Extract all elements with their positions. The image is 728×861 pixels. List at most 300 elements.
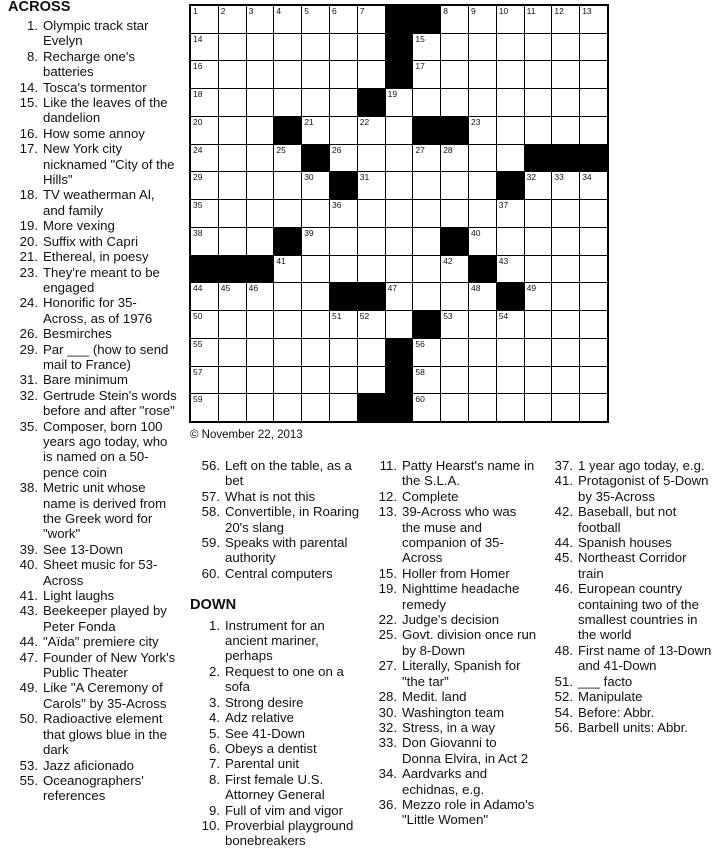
grid-cell[interactable]	[219, 117, 246, 144]
grid-cell[interactable]	[191, 117, 218, 144]
grid-cell[interactable]	[580, 367, 607, 394]
grid-cell[interactable]	[552, 283, 579, 310]
grid-cell[interactable]	[274, 311, 301, 338]
grid-cell[interactable]	[525, 172, 552, 199]
grid-cell[interactable]	[330, 394, 357, 421]
grid-cell[interactable]	[441, 34, 468, 61]
grid-cell[interactable]	[552, 367, 579, 394]
grid-cell[interactable]	[580, 200, 607, 227]
grid-cell[interactable]	[247, 283, 274, 310]
grid-cell[interactable]	[330, 34, 357, 61]
clue-item	[0, 711, 186, 757]
grid-cell[interactable]	[469, 228, 496, 255]
grid-cell[interactable]	[274, 256, 301, 283]
clue-number: 18.	[19, 187, 38, 203]
cell-number: 12	[554, 6, 564, 16]
grid-cell[interactable]	[413, 34, 440, 61]
clue-number: 34.	[378, 766, 397, 782]
grid-cell[interactable]	[552, 89, 579, 116]
grid-cell[interactable]	[525, 34, 552, 61]
grid-cell[interactable]	[330, 89, 357, 116]
grid-cell[interactable]	[497, 145, 524, 172]
grid-cell[interactable]	[552, 311, 579, 338]
grid-cell[interactable]	[469, 367, 496, 394]
grid-cell[interactable]	[302, 256, 329, 283]
cell-number: 41	[276, 255, 286, 266]
grid-cell[interactable]	[302, 34, 329, 61]
clues-column-2	[182, 458, 362, 849]
grid-cell[interactable]	[413, 394, 440, 421]
clue-number: 59.	[201, 535, 220, 551]
grid-cell[interactable]	[274, 145, 301, 172]
grid-cell[interactable]	[525, 61, 552, 88]
grid-cell[interactable]	[247, 200, 274, 227]
grid-cell[interactable]	[358, 311, 385, 338]
clue-number: 52.	[554, 689, 573, 705]
grid-cell[interactable]	[497, 394, 524, 421]
grid-cell[interactable]	[191, 283, 218, 310]
clue-text: Gertrude Stein's words before and after "rose"	[43, 387, 177, 419]
clue-number: 53.	[19, 757, 38, 773]
grid-cell[interactable]	[497, 256, 524, 283]
grid-cell[interactable]	[497, 6, 524, 33]
grid-cell[interactable]	[580, 61, 607, 88]
clue-item	[535, 720, 728, 735]
cell-number: 6	[331, 6, 337, 16]
grid-cell[interactable]	[525, 228, 552, 255]
clue-item	[0, 326, 186, 341]
grid-cell[interactable]	[580, 6, 607, 33]
grid-cell[interactable]	[358, 256, 385, 283]
grid-cell[interactable]	[219, 34, 246, 61]
grid-cell[interactable]	[247, 228, 274, 255]
grid-cell[interactable]	[247, 34, 274, 61]
clue-text: Speaks with parental authority	[225, 535, 348, 566]
clue-text: Composer, born 100 years ago today, who is named on a 50- pence coin	[43, 418, 168, 480]
down-clue-list-3	[535, 458, 728, 735]
grid-cell[interactable]	[302, 228, 329, 255]
grid-cell[interactable]	[469, 200, 496, 227]
grid-cell[interactable]	[330, 200, 357, 227]
grid-cell[interactable]	[274, 394, 301, 421]
clue-number: 25.	[378, 627, 397, 643]
grid-cell-black	[358, 89, 385, 116]
grid-cell[interactable]	[386, 89, 413, 116]
grid-cell[interactable]	[274, 172, 301, 199]
clue-text: Sheet music for 53- Across	[43, 557, 158, 588]
cell-number: 21	[304, 116, 314, 127]
grid-cell[interactable]	[469, 172, 496, 199]
grid-cell[interactable]	[469, 34, 496, 61]
grid-cell[interactable]	[302, 283, 329, 310]
grid-cell[interactable]	[413, 256, 440, 283]
clue-item	[0, 342, 186, 373]
grid-cell[interactable]	[247, 117, 274, 144]
grid-cell[interactable]	[580, 117, 607, 144]
grid-cell[interactable]	[525, 311, 552, 338]
clue-number: 24.	[19, 295, 38, 311]
grid-cell[interactable]	[302, 311, 329, 338]
grid-cell[interactable]	[191, 228, 218, 255]
clue-number: 4.	[209, 710, 220, 726]
grid-cell[interactable]	[219, 339, 246, 366]
clue-number: 47.	[19, 649, 38, 665]
cell-number: 11	[526, 6, 536, 16]
clue-item	[359, 581, 545, 612]
grid-cell[interactable]	[247, 6, 274, 33]
grid-cell[interactable]	[358, 34, 385, 61]
grid-cell[interactable]	[525, 367, 552, 394]
grid-cell[interactable]	[247, 145, 274, 172]
grid-cell[interactable]	[413, 367, 440, 394]
grid-cell[interactable]	[441, 283, 468, 310]
clue-text: More vexing	[43, 218, 115, 234]
grid-cell[interactable]	[274, 339, 301, 366]
clue-text: Before: Abbr.	[578, 704, 655, 720]
cell-number: 4	[276, 6, 282, 16]
grid-cell[interactable]	[330, 145, 357, 172]
grid-cell[interactable]	[191, 6, 218, 33]
clue-item	[182, 741, 362, 756]
grid-cell[interactable]	[386, 200, 413, 227]
grid-cell[interactable]	[191, 89, 218, 116]
grid-cell[interactable]	[441, 367, 468, 394]
grid-cell[interactable]	[441, 145, 468, 172]
grid-cell[interactable]	[358, 228, 385, 255]
clue-text: Adz relative	[225, 710, 294, 726]
cell-number: 28	[443, 144, 453, 155]
grid-cell[interactable]	[441, 172, 468, 199]
grid-cell[interactable]	[525, 6, 552, 33]
grid-cell[interactable]	[552, 339, 579, 366]
clue-number: 8.	[209, 771, 220, 787]
cell-number: 8	[443, 6, 448, 16]
grid-cell[interactable]	[497, 89, 524, 116]
grid-cell[interactable]	[302, 117, 329, 144]
cell-number: 43	[498, 255, 509, 266]
grid-cell[interactable]	[469, 311, 496, 338]
grid-cell[interactable]	[525, 283, 552, 310]
grid-cell[interactable]	[441, 89, 468, 116]
clue-number: 30.	[378, 704, 397, 720]
grid-cell[interactable]	[302, 6, 329, 33]
clue-text: Founder of New York's Public Theater	[43, 649, 176, 681]
grid-cell[interactable]	[191, 145, 218, 172]
grid-cell[interactable]	[497, 311, 524, 338]
grid-cell[interactable]	[274, 200, 301, 227]
clue-text: Besmirches	[43, 326, 112, 342]
grid-cell[interactable]	[552, 256, 579, 283]
grid-cell[interactable]	[274, 89, 301, 116]
grid-cell[interactable]	[441, 200, 468, 227]
clue-text: Jazz aficionado	[43, 757, 134, 773]
grid-cell[interactable]	[247, 367, 274, 394]
grid-cell[interactable]	[552, 228, 579, 255]
clue-item	[0, 218, 186, 233]
grid-cell[interactable]	[552, 200, 579, 227]
grid-cell-black	[219, 256, 246, 283]
grid-cell[interactable]	[358, 117, 385, 144]
clue-text: See 41-Down	[225, 725, 305, 741]
grid-cell[interactable]	[191, 172, 218, 199]
grid-cell[interactable]	[191, 34, 218, 61]
grid-cell-black	[386, 394, 413, 421]
grid-cell[interactable]	[552, 61, 579, 88]
grid-cell[interactable]	[330, 228, 357, 255]
grid-cell-black	[302, 145, 329, 172]
cell-number: 3	[248, 6, 254, 16]
clue-number: 50.	[19, 711, 38, 727]
grid-cell[interactable]	[219, 367, 246, 394]
grid-cell[interactable]	[469, 6, 496, 33]
grid-cell[interactable]	[247, 311, 274, 338]
grid-cell[interactable]	[191, 367, 218, 394]
grid-cell[interactable]	[413, 283, 440, 310]
grid-cell[interactable]	[413, 145, 440, 172]
grid-cell[interactable]	[358, 145, 385, 172]
clue-number: 45.	[554, 550, 573, 566]
grid-cell[interactable]	[191, 339, 218, 366]
grid-cell[interactable]	[358, 61, 385, 88]
cell-number: 37	[498, 200, 509, 211]
cell-number: 52	[359, 311, 370, 322]
grid-cell[interactable]	[580, 172, 607, 199]
grid-cell[interactable]	[274, 34, 301, 61]
grid-cell[interactable]	[302, 172, 329, 199]
clue-number: 35.	[19, 418, 38, 434]
clue-text: First female U.S. Attorney General	[225, 771, 325, 803]
clue-text: Don Giovanni to Donna Elvira, in Act 2	[402, 735, 529, 766]
grid-cell[interactable]	[247, 61, 274, 88]
grid-cell[interactable]	[413, 61, 440, 88]
clue-number: 26.	[19, 326, 38, 342]
clues-column-3	[359, 458, 545, 828]
across-clue-list-continued	[182, 458, 362, 581]
grid-cell[interactable]	[302, 200, 329, 227]
clue-item	[0, 650, 186, 681]
cell-number: 40	[470, 227, 481, 238]
grid-cell[interactable]	[441, 256, 468, 283]
grid-cell[interactable]	[469, 283, 496, 310]
clue-item	[359, 658, 545, 689]
grid-cell[interactable]	[469, 117, 496, 144]
across-clue-list	[0, 18, 186, 804]
grid-cell[interactable]	[219, 6, 246, 33]
grid-cell[interactable]	[497, 61, 524, 88]
grid-cell[interactable]	[302, 339, 329, 366]
grid-cell[interactable]	[219, 311, 246, 338]
clue-number: 31.	[19, 372, 38, 388]
grid-cell[interactable]	[302, 89, 329, 116]
grid-cell[interactable]	[191, 394, 218, 421]
grid-cell[interactable]	[330, 61, 357, 88]
grid-cell-black	[386, 61, 413, 88]
grid-cell[interactable]	[274, 283, 301, 310]
grid-cell[interactable]	[580, 283, 607, 310]
grid-cell[interactable]	[219, 394, 246, 421]
clue-number: 16.	[19, 125, 38, 141]
clue-item	[0, 18, 186, 49]
grid-cell[interactable]	[386, 283, 413, 310]
grid-cell[interactable]	[247, 172, 274, 199]
grid-cell[interactable]	[358, 6, 385, 33]
grid-cell[interactable]	[330, 339, 357, 366]
grid-cell[interactable]	[552, 117, 579, 144]
grid-cell[interactable]	[441, 6, 468, 33]
grid-cell[interactable]	[358, 200, 385, 227]
grid-cell-black	[274, 228, 301, 255]
grid-cell[interactable]	[219, 61, 246, 88]
grid-cell[interactable]	[525, 256, 552, 283]
clue-item	[0, 388, 186, 419]
clue-text: Stress, in a way	[402, 719, 496, 735]
grid-cell[interactable]	[413, 89, 440, 116]
grid-cell[interactable]	[552, 6, 579, 33]
grid-cell[interactable]	[497, 117, 524, 144]
clue-number: 56.	[554, 719, 573, 735]
grid-cell[interactable]	[274, 61, 301, 88]
grid-cell[interactable]	[413, 200, 440, 227]
grid-cell[interactable]	[441, 311, 468, 338]
cell-number: 57	[193, 366, 203, 377]
grid-cell[interactable]	[525, 117, 552, 144]
grid-cell[interactable]	[441, 61, 468, 88]
grid-cell[interactable]	[552, 172, 579, 199]
clue-text: How some annoy	[43, 125, 145, 141]
cell-number: 1	[193, 6, 198, 16]
grid-cell[interactable]	[469, 339, 496, 366]
grid-cell[interactable]	[413, 172, 440, 199]
grid-cell[interactable]	[219, 172, 246, 199]
grid-cell[interactable]	[386, 256, 413, 283]
grid-cell[interactable]	[525, 394, 552, 421]
grid-cell[interactable]	[330, 6, 357, 33]
grid-cell[interactable]	[386, 311, 413, 338]
grid-cell[interactable]	[219, 228, 246, 255]
clue-item	[0, 372, 186, 387]
clue-text: Baseball, but not football	[578, 504, 677, 535]
grid-cell[interactable]	[497, 339, 524, 366]
grid-cell[interactable]	[580, 339, 607, 366]
grid-cell[interactable]	[497, 367, 524, 394]
grid-cell[interactable]	[219, 145, 246, 172]
grid-cell-black	[413, 311, 440, 338]
grid-cell[interactable]	[302, 61, 329, 88]
clue-item	[359, 766, 545, 797]
grid-cell[interactable]	[358, 172, 385, 199]
grid-cell[interactable]	[330, 117, 357, 144]
grid-cell-black	[497, 283, 524, 310]
grid-cell[interactable]	[302, 394, 329, 421]
grid-cell[interactable]	[330, 256, 357, 283]
crossword-grid	[189, 4, 609, 423]
grid-cell[interactable]	[580, 228, 607, 255]
grid-cell[interactable]	[386, 228, 413, 255]
clue-text: Strong desire	[225, 694, 304, 710]
grid-cell[interactable]	[274, 6, 301, 33]
grid-cell[interactable]	[497, 200, 524, 227]
grid-cell[interactable]	[580, 34, 607, 61]
grid-cell[interactable]	[497, 34, 524, 61]
grid-cell-black	[580, 145, 607, 172]
grid-cell[interactable]	[274, 367, 301, 394]
clue-number: 49.	[19, 680, 38, 696]
cell-number: 32	[526, 172, 537, 183]
clue-item	[0, 80, 186, 95]
grid-cell[interactable]	[358, 339, 385, 366]
grid-cell[interactable]	[580, 394, 607, 421]
clue-item	[359, 720, 545, 735]
grid-cell[interactable]	[302, 367, 329, 394]
grid-cell[interactable]	[191, 200, 218, 227]
clue-text: See 13-Down	[43, 541, 123, 557]
grid-cell[interactable]	[552, 394, 579, 421]
grid-cell[interactable]	[525, 200, 552, 227]
clue-item	[0, 141, 186, 187]
grid-cell[interactable]	[580, 256, 607, 283]
grid-cell[interactable]	[247, 89, 274, 116]
grid-cell[interactable]	[580, 89, 607, 116]
grid-cell[interactable]	[413, 339, 440, 366]
grid-cell-black	[330, 283, 357, 310]
clue-item	[182, 535, 362, 566]
grid-cell[interactable]	[330, 311, 357, 338]
grid-cell[interactable]	[219, 89, 246, 116]
grid-cell[interactable]	[247, 339, 274, 366]
cell-number: 51	[331, 311, 342, 322]
grid-cell[interactable]	[219, 200, 246, 227]
grid-cell[interactable]	[191, 61, 218, 88]
grid-cell-black	[413, 117, 440, 144]
grid-cell[interactable]	[386, 172, 413, 199]
grid-cell-black	[358, 283, 385, 310]
cell-number: 46	[248, 283, 259, 294]
grid-cell[interactable]	[469, 89, 496, 116]
grid-cell[interactable]	[330, 367, 357, 394]
grid-cell[interactable]	[386, 117, 413, 144]
grid-cell[interactable]	[469, 145, 496, 172]
grid-cell[interactable]	[219, 283, 246, 310]
clue-item	[0, 773, 186, 804]
grid-cell[interactable]	[552, 34, 579, 61]
grid-cell[interactable]	[441, 339, 468, 366]
clue-item	[359, 566, 545, 581]
grid-cell[interactable]	[358, 367, 385, 394]
cell-number: 33	[554, 172, 564, 183]
grid-cell[interactable]	[386, 145, 413, 172]
grid-cell[interactable]	[525, 89, 552, 116]
grid-cell[interactable]	[413, 228, 440, 255]
grid-cell[interactable]	[580, 311, 607, 338]
clue-number: 20.	[19, 233, 38, 249]
grid-cell[interactable]	[497, 228, 524, 255]
clue-item	[182, 756, 362, 771]
grid-cell[interactable]	[247, 394, 274, 421]
clue-text: European country containing two of the smallest countries in the world	[578, 581, 699, 643]
grid-cell[interactable]	[191, 311, 218, 338]
grid-cell[interactable]	[469, 394, 496, 421]
grid-cell[interactable]	[469, 61, 496, 88]
cell-number: 25	[276, 144, 286, 155]
grid-cell[interactable]	[441, 394, 468, 421]
clue-item	[0, 542, 186, 557]
clue-number: 21.	[19, 249, 38, 265]
cell-number: 17	[415, 61, 425, 72]
cell-number: 27	[415, 144, 425, 155]
clue-item	[535, 689, 728, 704]
grid-cell[interactable]	[525, 339, 552, 366]
clue-number: 38.	[19, 480, 38, 496]
